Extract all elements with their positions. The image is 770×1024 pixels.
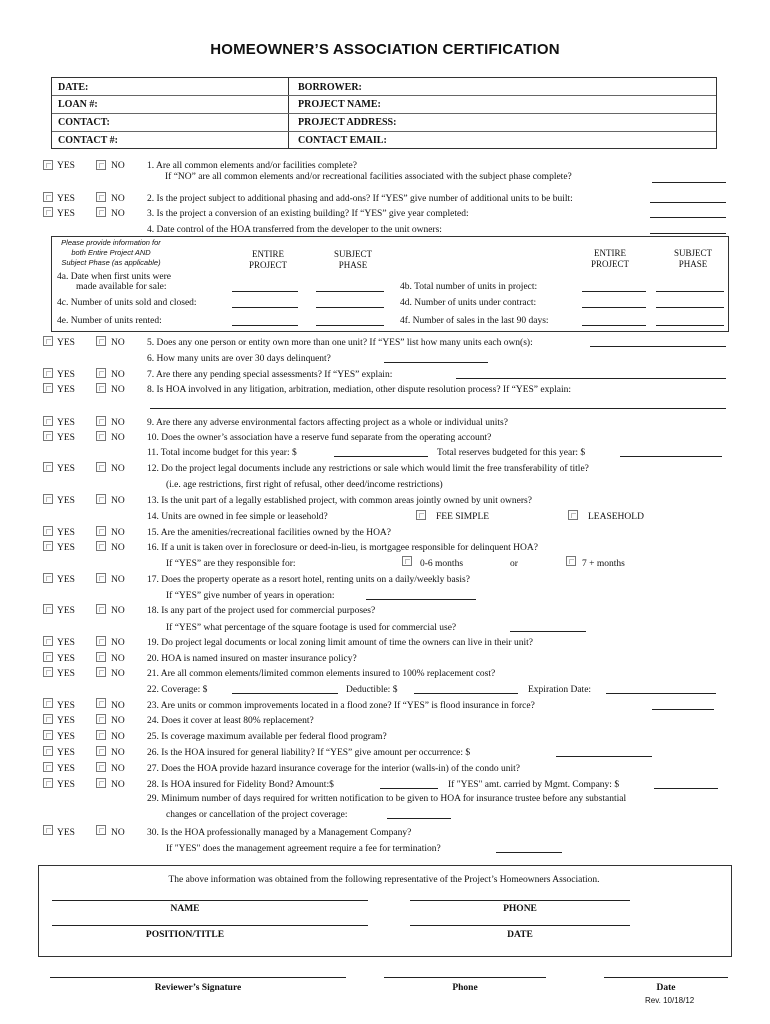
yes-label: YES xyxy=(57,780,75,790)
q17-yes-checkbox[interactable] xyxy=(43,573,53,583)
q28-mgmt-line[interactable] xyxy=(654,788,718,789)
q22-coverage-line[interactable] xyxy=(232,693,338,694)
q30-text: 30. Is the HOA professionally managed by a Management Company? xyxy=(147,828,412,838)
q5-answer-line[interactable] xyxy=(590,346,726,347)
zero-six-months-label: 0-6 months xyxy=(420,559,464,569)
no-label: NO xyxy=(111,543,125,553)
q23-no-checkbox[interactable] xyxy=(96,698,106,708)
q12-yes-checkbox[interactable] xyxy=(43,462,53,472)
entire-project-header-right: ENTIRE PROJECT xyxy=(590,248,629,269)
q1-answer-line[interactable] xyxy=(652,182,726,183)
q2-yes-checkbox[interactable] xyxy=(43,192,53,202)
q9-yes-checkbox[interactable] xyxy=(43,416,53,426)
q28-no-checkbox[interactable] xyxy=(96,778,106,788)
q23-yes-checkbox[interactable] xyxy=(43,698,53,708)
yes-label: YES xyxy=(57,575,75,585)
q4-answer-line[interactable] xyxy=(650,233,726,234)
q18-text: 18. Is any part of the project used for commercial purposes? xyxy=(147,606,376,616)
contact-label: CONTACT: xyxy=(58,117,110,128)
seven-plus-months-label: 7 + months xyxy=(582,559,625,569)
yes-label: YES xyxy=(57,669,75,679)
leasehold-checkbox[interactable] xyxy=(568,510,578,520)
or-label: or xyxy=(510,559,518,569)
q16-yes-checkbox[interactable] xyxy=(43,541,53,551)
q4a-text-2: made available for sale: xyxy=(76,282,167,292)
yes-label: YES xyxy=(57,161,75,171)
reviewer-signature-label: Reviewer’s Signature xyxy=(154,983,242,993)
leasehold-label: LEASEHOLD xyxy=(588,512,644,522)
yes-label: YES xyxy=(57,370,75,380)
q11-reserves-line[interactable] xyxy=(620,456,722,457)
q17-text: 17. Does the property operate as a resort hotel, renting units on a daily/weekly basis? xyxy=(147,575,470,585)
yes-label: YES xyxy=(57,732,75,742)
q4d-text: 4d. Number of units under contract: xyxy=(400,298,537,308)
q28-amount-line[interactable] xyxy=(380,788,438,789)
q14-text: 14. Units are owned in fee simple or leasehold? xyxy=(147,512,328,522)
entire-project-header-left: ENTIRE PROJECT xyxy=(248,249,287,270)
no-label: NO xyxy=(111,528,125,538)
q19-yes-checkbox[interactable] xyxy=(43,636,53,646)
q7-no-checkbox[interactable] xyxy=(96,368,106,378)
no-label: NO xyxy=(111,161,125,171)
q22-expiration-line[interactable] xyxy=(606,693,716,694)
q12-no-checkbox[interactable] xyxy=(96,462,106,472)
no-label: NO xyxy=(111,638,125,648)
no-label: NO xyxy=(111,732,125,742)
yes-label: YES xyxy=(57,701,75,711)
q2-no-checkbox[interactable] xyxy=(96,192,106,202)
yes-label: YES xyxy=(57,464,75,474)
q8-answer-line[interactable] xyxy=(150,408,726,409)
q20-yes-checkbox[interactable] xyxy=(43,652,53,662)
no-label: NO xyxy=(111,716,125,726)
q4b-subject-line[interactable] xyxy=(656,291,724,292)
q4c-subject-line[interactable] xyxy=(316,307,384,308)
q30-yes-checkbox[interactable] xyxy=(43,825,53,835)
q30-no-checkbox[interactable] xyxy=(96,825,106,835)
q13-yes-checkbox[interactable] xyxy=(43,494,53,504)
subject-phase-header-left: SUBJECT PHASE xyxy=(333,249,372,270)
q4f-subject-line[interactable] xyxy=(656,325,724,326)
form-title: HOMEOWNER’S ASSOCIATION CERTIFICATION xyxy=(210,41,560,58)
q28b-text: If "YES" amt. carried by Mgmt. Company: $ xyxy=(448,780,620,790)
q4-text: 4. Date control of the HOA transferred from the developer to the unit owners: xyxy=(147,225,442,235)
q29-text: 29. Minimum number of days required for written notification to be given to HOA for insurance trustee before any substantial xyxy=(147,794,627,804)
yes-label: YES xyxy=(57,385,75,395)
q16b-text: If “YES” are they responsible for: xyxy=(166,559,296,569)
yes-label: YES xyxy=(57,433,75,443)
q18-yes-checkbox[interactable] xyxy=(43,604,53,614)
q21-text: 21. Are all common elements/limited common elements insured to 100% replacement cost? xyxy=(147,669,496,679)
rep-position-line[interactable] xyxy=(52,925,368,926)
q4f-entire-line[interactable] xyxy=(582,325,646,326)
no-label: NO xyxy=(111,606,125,616)
q3-answer-line[interactable] xyxy=(650,217,726,218)
q24-text: 24. Does it cover at least 80% replacement? xyxy=(147,716,314,726)
no-label: NO xyxy=(111,780,125,790)
contact-number-label: CONTACT #: xyxy=(58,135,118,146)
seven-plus-months-checkbox[interactable] xyxy=(566,556,576,566)
q19-text: 19. Do project legal documents or local zoning limit amount of time the owners can live in their unit? xyxy=(147,638,533,648)
q4d-subject-line[interactable] xyxy=(656,307,724,308)
q8-yes-checkbox[interactable] xyxy=(43,383,53,393)
yes-label: YES xyxy=(57,606,75,616)
fee-simple-checkbox[interactable] xyxy=(416,510,426,520)
q27-yes-checkbox[interactable] xyxy=(43,762,53,772)
q8-text: 8. Is HOA involved in any litigation, arbitration, mediation, other dispute resolution process? If “YES” explain: xyxy=(147,385,571,395)
contact-email-label: CONTACT EMAIL: xyxy=(298,135,387,146)
q5-no-checkbox[interactable] xyxy=(96,336,106,346)
no-label: NO xyxy=(111,370,125,380)
no-label: NO xyxy=(111,338,125,348)
q4c-entire-line[interactable] xyxy=(232,307,298,308)
q26-text: 26. Is the HOA insured for general liability? If “YES” give amount per occurrence: $ xyxy=(147,748,471,758)
q1-no-checkbox[interactable] xyxy=(96,160,106,170)
no-label: NO xyxy=(111,433,125,443)
zero-six-months-checkbox[interactable] xyxy=(402,556,412,566)
rep-position-label: POSITION/TITLE xyxy=(145,930,225,940)
q17-no-checkbox[interactable] xyxy=(96,573,106,583)
project-address-label: PROJECT ADDRESS: xyxy=(298,117,397,128)
q2-answer-line[interactable] xyxy=(650,202,726,203)
q5-yes-checkbox[interactable] xyxy=(43,336,53,346)
q18b-text: If “YES” what percentage of the square footage is used for commercial use? xyxy=(166,623,457,633)
q24-no-checkbox[interactable] xyxy=(96,714,106,724)
q7-yes-checkbox[interactable] xyxy=(43,368,53,378)
no-label: NO xyxy=(111,418,125,428)
rep-name-label: NAME xyxy=(170,904,200,914)
q4f-text: 4f. Number of sales in the last 90 days: xyxy=(400,316,549,326)
q4e-text: 4e. Number of units rented: xyxy=(57,316,162,326)
no-label: NO xyxy=(111,669,125,679)
no-label: NO xyxy=(111,464,125,474)
q3-no-checkbox[interactable] xyxy=(96,207,106,217)
q4a-text: 4a. Date when first units were xyxy=(57,272,171,282)
q26-answer-line[interactable] xyxy=(556,756,652,757)
q1b-text: If “NO” are all common elements and/or recreational facilities associated with the subject phase complete? xyxy=(165,172,572,182)
q22-deductible-text: Deductible: $ xyxy=(346,685,398,695)
q22-coverage-text: 22. Coverage: $ xyxy=(147,685,208,695)
q25-text: 25. Is coverage maximum available per federal flood program? xyxy=(147,732,387,742)
q11-income-line[interactable] xyxy=(334,456,428,457)
q16-no-checkbox[interactable] xyxy=(96,541,106,551)
subject-phase-header-right: SUBJECT PHASE xyxy=(673,248,712,269)
q4e-entire-line[interactable] xyxy=(232,325,298,326)
q29b-text: changes or cancellation of the project coverage: xyxy=(166,810,348,820)
q10-yes-checkbox[interactable] xyxy=(43,431,53,441)
q21-no-checkbox[interactable] xyxy=(96,667,106,677)
q3-yes-checkbox[interactable] xyxy=(43,207,53,217)
yes-label: YES xyxy=(57,828,75,838)
q24-yes-checkbox[interactable] xyxy=(43,714,53,724)
q20-no-checkbox[interactable] xyxy=(96,652,106,662)
q13-text: 13. Is the unit part of a legally established project, with common areas jointly owned by unit owners? xyxy=(147,496,532,506)
q12b-text: (i.e. age restrictions, first right of refusal, other deed/income restrictions) xyxy=(166,480,443,490)
borrower-label: BORROWER: xyxy=(298,82,362,93)
q17-answer-line[interactable] xyxy=(366,599,476,600)
q12-text: 12. Do the project legal documents include any restrictions or sale which would limit the free transferability of title? xyxy=(147,464,589,474)
q23-answer-line[interactable] xyxy=(652,709,714,710)
q25-no-checkbox[interactable] xyxy=(96,730,106,740)
yes-label: YES xyxy=(57,338,75,348)
yes-label: YES xyxy=(57,716,75,726)
yes-label: YES xyxy=(57,748,75,758)
yes-label: YES xyxy=(57,496,75,506)
q29-answer-line[interactable] xyxy=(387,818,451,819)
yes-label: YES xyxy=(57,528,75,538)
q4c-text: 4c. Number of units sold and closed: xyxy=(57,298,197,308)
q10-no-checkbox[interactable] xyxy=(96,431,106,441)
q6-answer-line[interactable] xyxy=(384,362,488,363)
q30-answer-line[interactable] xyxy=(496,852,562,853)
q28-yes-checkbox[interactable] xyxy=(43,778,53,788)
q5-text: 5. Does any one person or entity own more than one unit? If “YES” list how many units each own(s): xyxy=(147,338,533,348)
q4e-subject-line[interactable] xyxy=(316,325,384,326)
q16-text: 16. If a unit is taken over in foreclosure or deed-in-lieu, is mortgagee responsible for delinquent HOA? xyxy=(147,543,538,553)
yes-label: YES xyxy=(57,209,75,219)
q23-text: 23. Are units or common improvements located in a flood zone? If “YES” is flood insurance in force? xyxy=(147,701,535,711)
reviewer-date-label: Date xyxy=(656,983,676,993)
q17b-text: If “YES” give number of years in operation: xyxy=(166,591,335,601)
fee-simple-label: FEE SIMPLE xyxy=(436,512,490,522)
q6-text: 6. How many units are over 30 days delinquent? xyxy=(147,354,331,364)
q11-reserves-text: Total reserves budgeted for this year: $ xyxy=(437,448,586,458)
yes-label: YES xyxy=(57,418,75,428)
q13-no-checkbox[interactable] xyxy=(96,494,106,504)
rep-phone-label: PHONE xyxy=(503,904,537,914)
q4d-entire-line[interactable] xyxy=(582,307,646,308)
reviewer-signature-line[interactable] xyxy=(50,977,346,978)
q27-text: 27. Does the HOA provide hazard insurance coverage for the interior (walls-in) of the condo unit? xyxy=(147,764,521,774)
loan-label: LOAN #: xyxy=(58,99,98,110)
yes-label: YES xyxy=(57,194,75,204)
rep-date-line[interactable] xyxy=(410,925,630,926)
no-label: NO xyxy=(111,764,125,774)
q2-text: 2. Is the project subject to additional phasing and add-ons? If “YES” give number of additional units to be built: xyxy=(147,194,573,204)
project-name-label: PROJECT NAME: xyxy=(298,99,381,110)
q7-answer-line[interactable] xyxy=(456,378,726,379)
no-label: NO xyxy=(111,385,125,395)
q15-yes-checkbox[interactable] xyxy=(43,526,53,536)
q20-text: 20. HOA is named insured on master insurance policy? xyxy=(147,654,357,664)
yes-label: YES xyxy=(57,764,75,774)
q4a-subject-line[interactable] xyxy=(316,291,384,292)
no-label: NO xyxy=(111,209,125,219)
revision-label: Rev. 10/18/12 xyxy=(645,996,695,1005)
no-label: NO xyxy=(111,496,125,506)
no-label: NO xyxy=(111,575,125,585)
yes-label: YES xyxy=(57,543,75,553)
q22-expiration-text: Expiration Date: xyxy=(528,685,592,695)
reviewer-date-line[interactable] xyxy=(604,977,728,978)
q7-text: 7. Are there any pending special assessments? If “YES” explain: xyxy=(147,370,393,380)
q1-text: 1. Are all common elements and/or facilities complete? xyxy=(147,161,357,171)
no-label: NO xyxy=(111,654,125,664)
representative-statement: The above information was obtained from the following representative of the Project’s Homeowners Association. xyxy=(168,875,600,885)
q27-no-checkbox[interactable] xyxy=(96,762,106,772)
phase-note: Please provide information for both Entire Project AND Subject Phase (as applicable) xyxy=(61,238,161,267)
reviewer-phone-line[interactable] xyxy=(384,977,546,978)
rep-date-label: DATE xyxy=(507,930,533,940)
q10-text: 10. Does the owner’s association have a reserve fund separate from the operating account? xyxy=(147,433,492,443)
no-label: NO xyxy=(111,194,125,204)
q3-text: 3. Is the project a conversion of an existing building? If “YES” give year completed: xyxy=(147,209,469,219)
q8-no-checkbox[interactable] xyxy=(96,383,106,393)
q18-no-checkbox[interactable] xyxy=(96,604,106,614)
q26-yes-checkbox[interactable] xyxy=(43,746,53,756)
q4b-entire-line[interactable] xyxy=(582,291,646,292)
q26-no-checkbox[interactable] xyxy=(96,746,106,756)
q1-yes-checkbox[interactable] xyxy=(43,160,53,170)
reviewer-phone-label: Phone xyxy=(452,983,478,993)
header-table xyxy=(51,77,717,149)
q21-yes-checkbox[interactable] xyxy=(43,667,53,677)
q4b-text: 4b. Total number of units in project: xyxy=(400,282,538,292)
yes-label: YES xyxy=(57,638,75,648)
q19-no-checkbox[interactable] xyxy=(96,636,106,646)
q22-deductible-line[interactable] xyxy=(414,693,518,694)
rep-phone-line[interactable] xyxy=(410,900,630,901)
q11-income-text: 11. Total income budget for this year: $ xyxy=(147,448,297,458)
q15-no-checkbox[interactable] xyxy=(96,526,106,536)
no-label: NO xyxy=(111,828,125,838)
no-label: NO xyxy=(111,748,125,758)
no-label: NO xyxy=(111,701,125,711)
q18-answer-line[interactable] xyxy=(510,631,586,632)
q28-text: 28. Is HOA insured for Fidelity Bond? Amount:$ xyxy=(147,780,334,790)
q15-text: 15. Are the amenities/recreational facilities owned by the HOA? xyxy=(147,528,392,538)
date-label: DATE: xyxy=(58,82,89,93)
yes-label: YES xyxy=(57,654,75,664)
q25-yes-checkbox[interactable] xyxy=(43,730,53,740)
q9-text: 9. Are there any adverse environmental factors affecting project as a whole or individual units? xyxy=(147,418,508,428)
rep-name-line[interactable] xyxy=(52,900,368,901)
q30b-text: If "YES" does the management agreement require a fee for termination? xyxy=(166,844,441,854)
q4a-entire-line[interactable] xyxy=(232,291,298,292)
q9-no-checkbox[interactable] xyxy=(96,416,106,426)
